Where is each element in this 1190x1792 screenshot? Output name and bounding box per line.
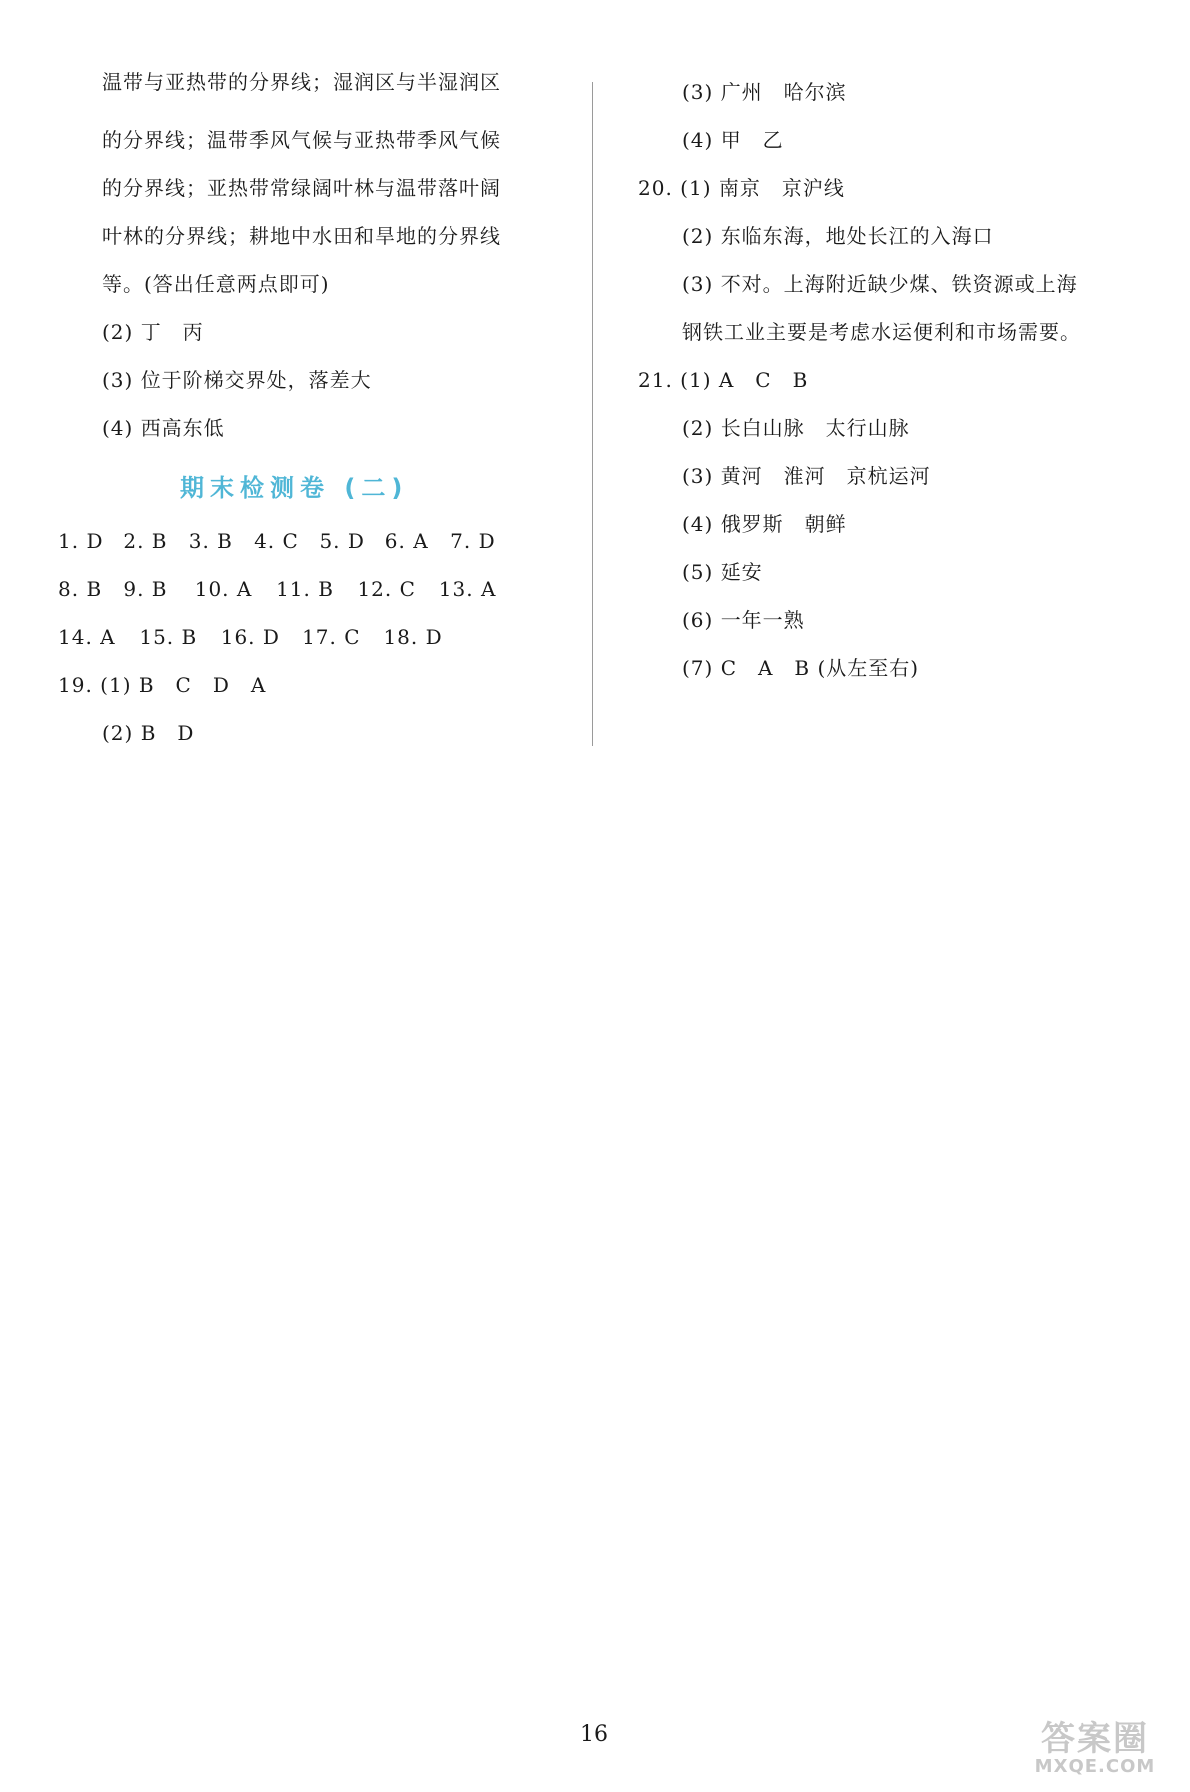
choice-answer: 3. B [188, 529, 233, 553]
answer-item: (3) 广州 哈尔滨 [682, 80, 847, 104]
answer-text-line: 等。(答出任意两点即可) [102, 272, 330, 296]
choice-answer: 11. B [276, 577, 334, 601]
choice-answer: 14. A [58, 625, 116, 649]
answer-text-line: 温带与亚热带的分界线；湿润区与半湿润区 [102, 70, 501, 94]
answer-item: (3) 黄河 淮河 京杭运河 [682, 464, 931, 488]
answer-item: (4) 甲 乙 [682, 128, 784, 152]
choice-answer: 6. A [384, 529, 429, 553]
answer-item: 21. (1) A C B [638, 368, 809, 392]
watermark-logo [1010, 1719, 1180, 1782]
answer-item: (2) 东临东海，地处长江的入海口 [682, 224, 994, 248]
watermark-title: 答案圈 [1041, 1719, 1149, 1759]
choice-answer: 7. D [450, 529, 496, 553]
choice-answer: 2. B [123, 529, 168, 553]
answer-item: (3) 不对。上海附近缺少煤、铁资源或上海 [682, 272, 1078, 296]
choice-answer: 9. B [123, 577, 168, 601]
choice-answer: 1. D [58, 529, 104, 553]
section-title: 期末检测卷 (二) [180, 474, 409, 502]
answer-text-line: 叶林的分界线；耕地中水田和旱地的分界线 [102, 224, 501, 248]
choice-answers-row [58, 527, 496, 555]
choice-answers-row [58, 575, 497, 603]
choice-answer: 15. B [139, 625, 198, 649]
column-divider [592, 82, 593, 746]
answer-text-line: 钢铁工业主要是考虑水运便利和市场需要。 [682, 320, 1081, 344]
choice-answer: 12. C [357, 577, 416, 601]
choice-answer: 18. D [383, 625, 443, 649]
answer-item: 20. (1) 南京 京沪线 [638, 176, 845, 200]
answer-item: (4) 西高东低 [102, 416, 225, 440]
answer-item: (3) 位于阶梯交界处，落差大 [102, 368, 372, 392]
choice-answer: 4. C [254, 529, 299, 553]
answer-item: (2) B D [102, 721, 195, 745]
answer-item: 19. (1) B C D A [58, 673, 267, 697]
answer-item: (4) 俄罗斯 朝鲜 [682, 512, 847, 536]
watermark-url: MXQE.COM [1034, 1756, 1156, 1777]
choice-answer: 5. D [319, 529, 365, 553]
answer-item: (2) 长白山脉 太行山脉 [682, 416, 910, 440]
answer-item: (5) 延安 [682, 560, 763, 584]
answer-item: (2) 丁 丙 [102, 320, 204, 344]
answer-text-line: 的分界线；温带季风气候与亚热带季风气候 [102, 128, 501, 152]
answer-text-line: 的分界线；亚热带常绿阔叶林与温带落叶阔 [102, 176, 501, 200]
choice-answer: 8. B [58, 577, 103, 601]
choice-answers-row [58, 623, 443, 651]
answer-item: (6) 一年一熟 [682, 608, 805, 632]
choice-answer: 16. D [220, 625, 280, 649]
choice-answer: 10. A [194, 577, 253, 601]
answer-item: (7) C A B (从左至右) [682, 656, 920, 680]
page-number: 16 [580, 1722, 608, 1747]
choice-answer: 17. C [302, 625, 361, 649]
choice-answer: 13. A [438, 577, 497, 601]
